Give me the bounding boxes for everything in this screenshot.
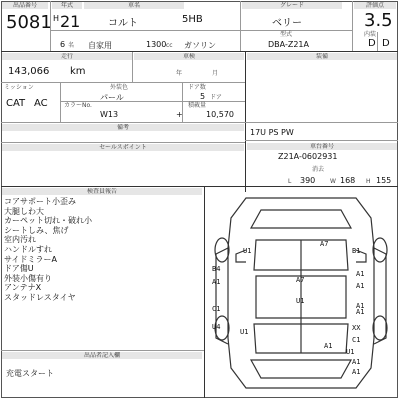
damage-mark: U4 [212,323,221,331]
damage-mark: A1 [324,342,333,350]
damage-mark: B1 [352,247,361,255]
damage-mark: U1 [346,348,355,356]
exterior-score: D [382,38,390,49]
model-code-label: 型式 [280,31,293,38]
lot-number: 5081 [6,12,52,33]
inspector-note-item: スタッドレスタイヤ [4,292,76,302]
damage-mark: U1 [243,247,252,255]
int-score-label: 内装 [364,31,377,38]
year-label: 年式 [52,2,82,9]
model-grade: 5HB [182,14,203,25]
damage-mark: A1 [356,302,365,310]
inspector-note-item: 外装小傷有り [4,273,52,283]
load-label: 積載量 [188,102,207,109]
inspection-month-unit: 月 [212,70,219,77]
inspector-note-item: サイドミラーA [4,254,57,264]
overall-score: 3.5 [364,10,393,31]
aircon-value: AC [34,98,48,109]
width-value: 168 [340,176,356,185]
car-damage-diagram [206,188,396,396]
damage-mark: A1 [352,358,361,366]
no-recall-label: 消去 [312,166,325,173]
inspection-label: 車検 [134,53,244,60]
year-value: 21 [60,12,81,31]
inspector-note-item: コアサポート小歪み [4,197,76,206]
damage-mark: C1 [352,336,361,344]
transmission-label: ミッション [4,84,34,91]
seats-value: 6 [60,40,66,49]
doors-label: ドア数 [188,84,206,91]
inspector-note-item: カーペット切れ・破れ小 [4,216,92,226]
doors-unit: ドア [210,94,222,101]
footer-note: 充電スタート [6,369,54,378]
color-value: パール [100,93,124,102]
mileage-label: 走行 [2,53,132,60]
damage-mark: A1 [212,278,221,286]
inspector-note-item: 大腿しわ大 [4,206,44,216]
damage-mark: A1 [352,368,361,376]
displacement-unit: cc [166,42,173,49]
load-mark: + [176,110,183,119]
fuel-value: ガソリン [184,41,216,50]
length-label: L [288,178,292,185]
interior-score: D [368,38,376,49]
displacement-value: 1300 [146,40,167,49]
doors-value: 5 [200,92,206,101]
height-label: H [366,178,371,185]
transmission-value: CAT [6,98,26,109]
height-value: 155 [376,176,392,185]
inspector-note-item: アンテナX [4,283,42,293]
damage-mark: U1 [240,328,249,336]
model-name: コルト [108,18,138,29]
inspector-note-item: シートしみ、焦げ [4,225,69,235]
length-value: 390 [300,176,316,185]
equipment-label: 装備 [247,53,397,60]
usage-value: 自家用 [88,41,112,50]
grade-name: ベリー [272,18,302,29]
damage-mark: A7 [320,240,329,248]
chassis-label: 車台番号 [247,143,397,150]
seats-unit: 名 [68,42,75,49]
model-code: DBA-Z21A [268,40,309,49]
sales-point-label: セールスポイント [2,144,244,151]
width-label: W [330,178,336,185]
inspector-label: 検査員報告 [2,188,202,195]
damage-mark: A1 [356,270,365,278]
grade-label: グレード [242,2,342,9]
inspector-notes-list [4,197,202,303]
damage-mark: B4 [212,265,221,273]
color-label: 外装色 [110,84,129,91]
year-prefix: H [53,14,60,23]
damage-mark: A1 [356,308,365,316]
color-code: W13 [100,110,119,119]
damage-mark: C1 [212,305,221,313]
lot-number-label: 出品番号 [2,2,48,9]
chassis-value: Z21A-0602931 [278,152,338,161]
memo-label: 備考 [2,124,244,131]
inspection-year-unit: 年 [176,70,183,77]
damage-mark: A1 [356,282,365,290]
mileage-unit: km [70,66,86,77]
footer-label: 出品者記入欄 [2,352,202,359]
equipment-value: 17U PS PW [250,128,294,137]
load-value: 10,570 [206,110,234,119]
damage-mark: U1 [296,297,305,305]
damage-mark: XX [352,324,361,332]
mileage-value: 143,066 [8,66,50,77]
model-label: 車名 [84,2,184,9]
score-label: 評価点 [354,2,396,9]
inspector-note-item: 室内汚れ [4,235,36,245]
color-code-label: カラーNo. [64,102,92,109]
inspector-note-item: ハンドルすれ [4,244,52,254]
damage-mark: A7 [296,276,305,284]
inspector-note-item: ドア傷U [4,264,34,274]
